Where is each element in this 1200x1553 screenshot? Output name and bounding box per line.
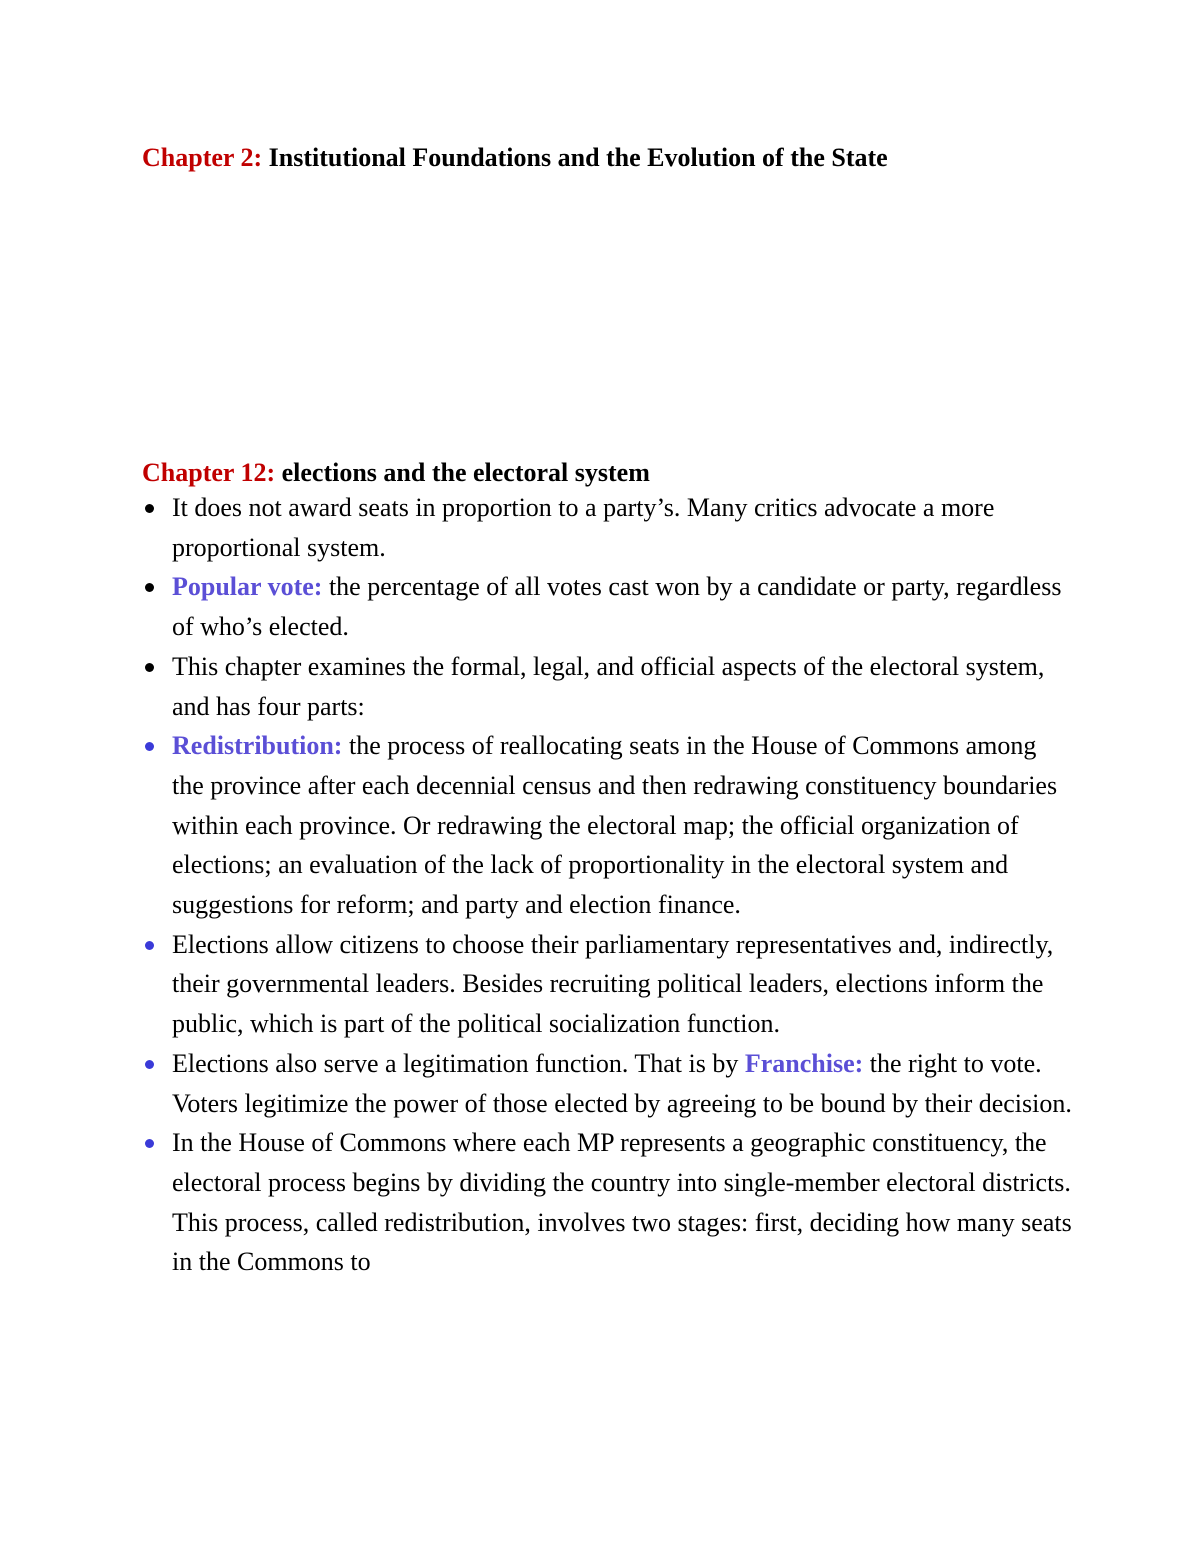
bullet-dot-icon <box>145 583 154 592</box>
bullet-text: This chapter examines the formal, legal, and official aspects of the electoral system, and has four parts: <box>172 651 1045 721</box>
list-item <box>142 647 1072 726</box>
list-item <box>142 488 1072 567</box>
bullet-dot-icon <box>145 742 154 751</box>
term-redistribution: Redistribution: <box>172 731 343 761</box>
list-item <box>142 726 1072 925</box>
bullet-text-before-term: Elections also serve a legitimation function. That is by <box>172 1048 739 1078</box>
bullet-dot-icon <box>145 1139 154 1148</box>
bullet-text: the right to vote. Voters legitimize the power of those elected by agreeing to be bound by their decision. <box>172 1048 1072 1118</box>
bullet-dot-icon <box>145 504 154 513</box>
term-franchise: Franchise: <box>744 1048 864 1078</box>
chapter-12-label: Chapter 12: <box>142 458 276 487</box>
bullet-dot-icon <box>145 663 154 672</box>
bullet-text: the percentage of all votes cast won by a candidate or party, regardless of who’s elected. <box>172 572 1062 642</box>
list-item <box>142 1123 1072 1282</box>
chapter-2-title: Institutional Foundations and the Evolution of the State <box>268 143 888 172</box>
list-item <box>142 567 1072 646</box>
chapter-12-bullet-list <box>142 488 1072 1282</box>
bullet-text: In the House of Commons where each MP represents a geographic constituency, the electoral process begins by dividing the country into single-member electoral districts. This process, called redistribution, involves two stages: first, deciding how many seats in the Commons to <box>172 1128 1072 1277</box>
bullet-text: the process of reallocating seats in the House of Commons among the province after each decennial census and then redrawing constituency boundaries within each province. Or redrawing the electoral map; the official organization of elections; an evaluation of the lack of proportionality in the electoral system and suggestions for reform; and party and election finance. <box>172 731 1058 920</box>
chapter-12-title: elections and the electoral system <box>281 458 650 487</box>
chapter-2-label: Chapter 2: <box>142 143 263 172</box>
chapter-2-heading <box>142 142 888 174</box>
bullet-dot-icon <box>145 1060 154 1069</box>
list-item <box>142 925 1072 1044</box>
list-item <box>142 1044 1072 1123</box>
bullet-dot-icon <box>145 941 154 950</box>
term-popular-vote: Popular vote: <box>172 572 323 602</box>
bullet-text: Elections allow citizens to choose their parliamentary representatives and, indirectly, their governmental leaders. Besides recruiting political leaders, elections inform the public, which is part of the political socialization function. <box>172 929 1054 1039</box>
chapter-12-heading <box>142 457 650 489</box>
bullet-text: It does not award seats in proportion to a party’s. Many critics advocate a more proportional system. <box>172 493 995 562</box>
